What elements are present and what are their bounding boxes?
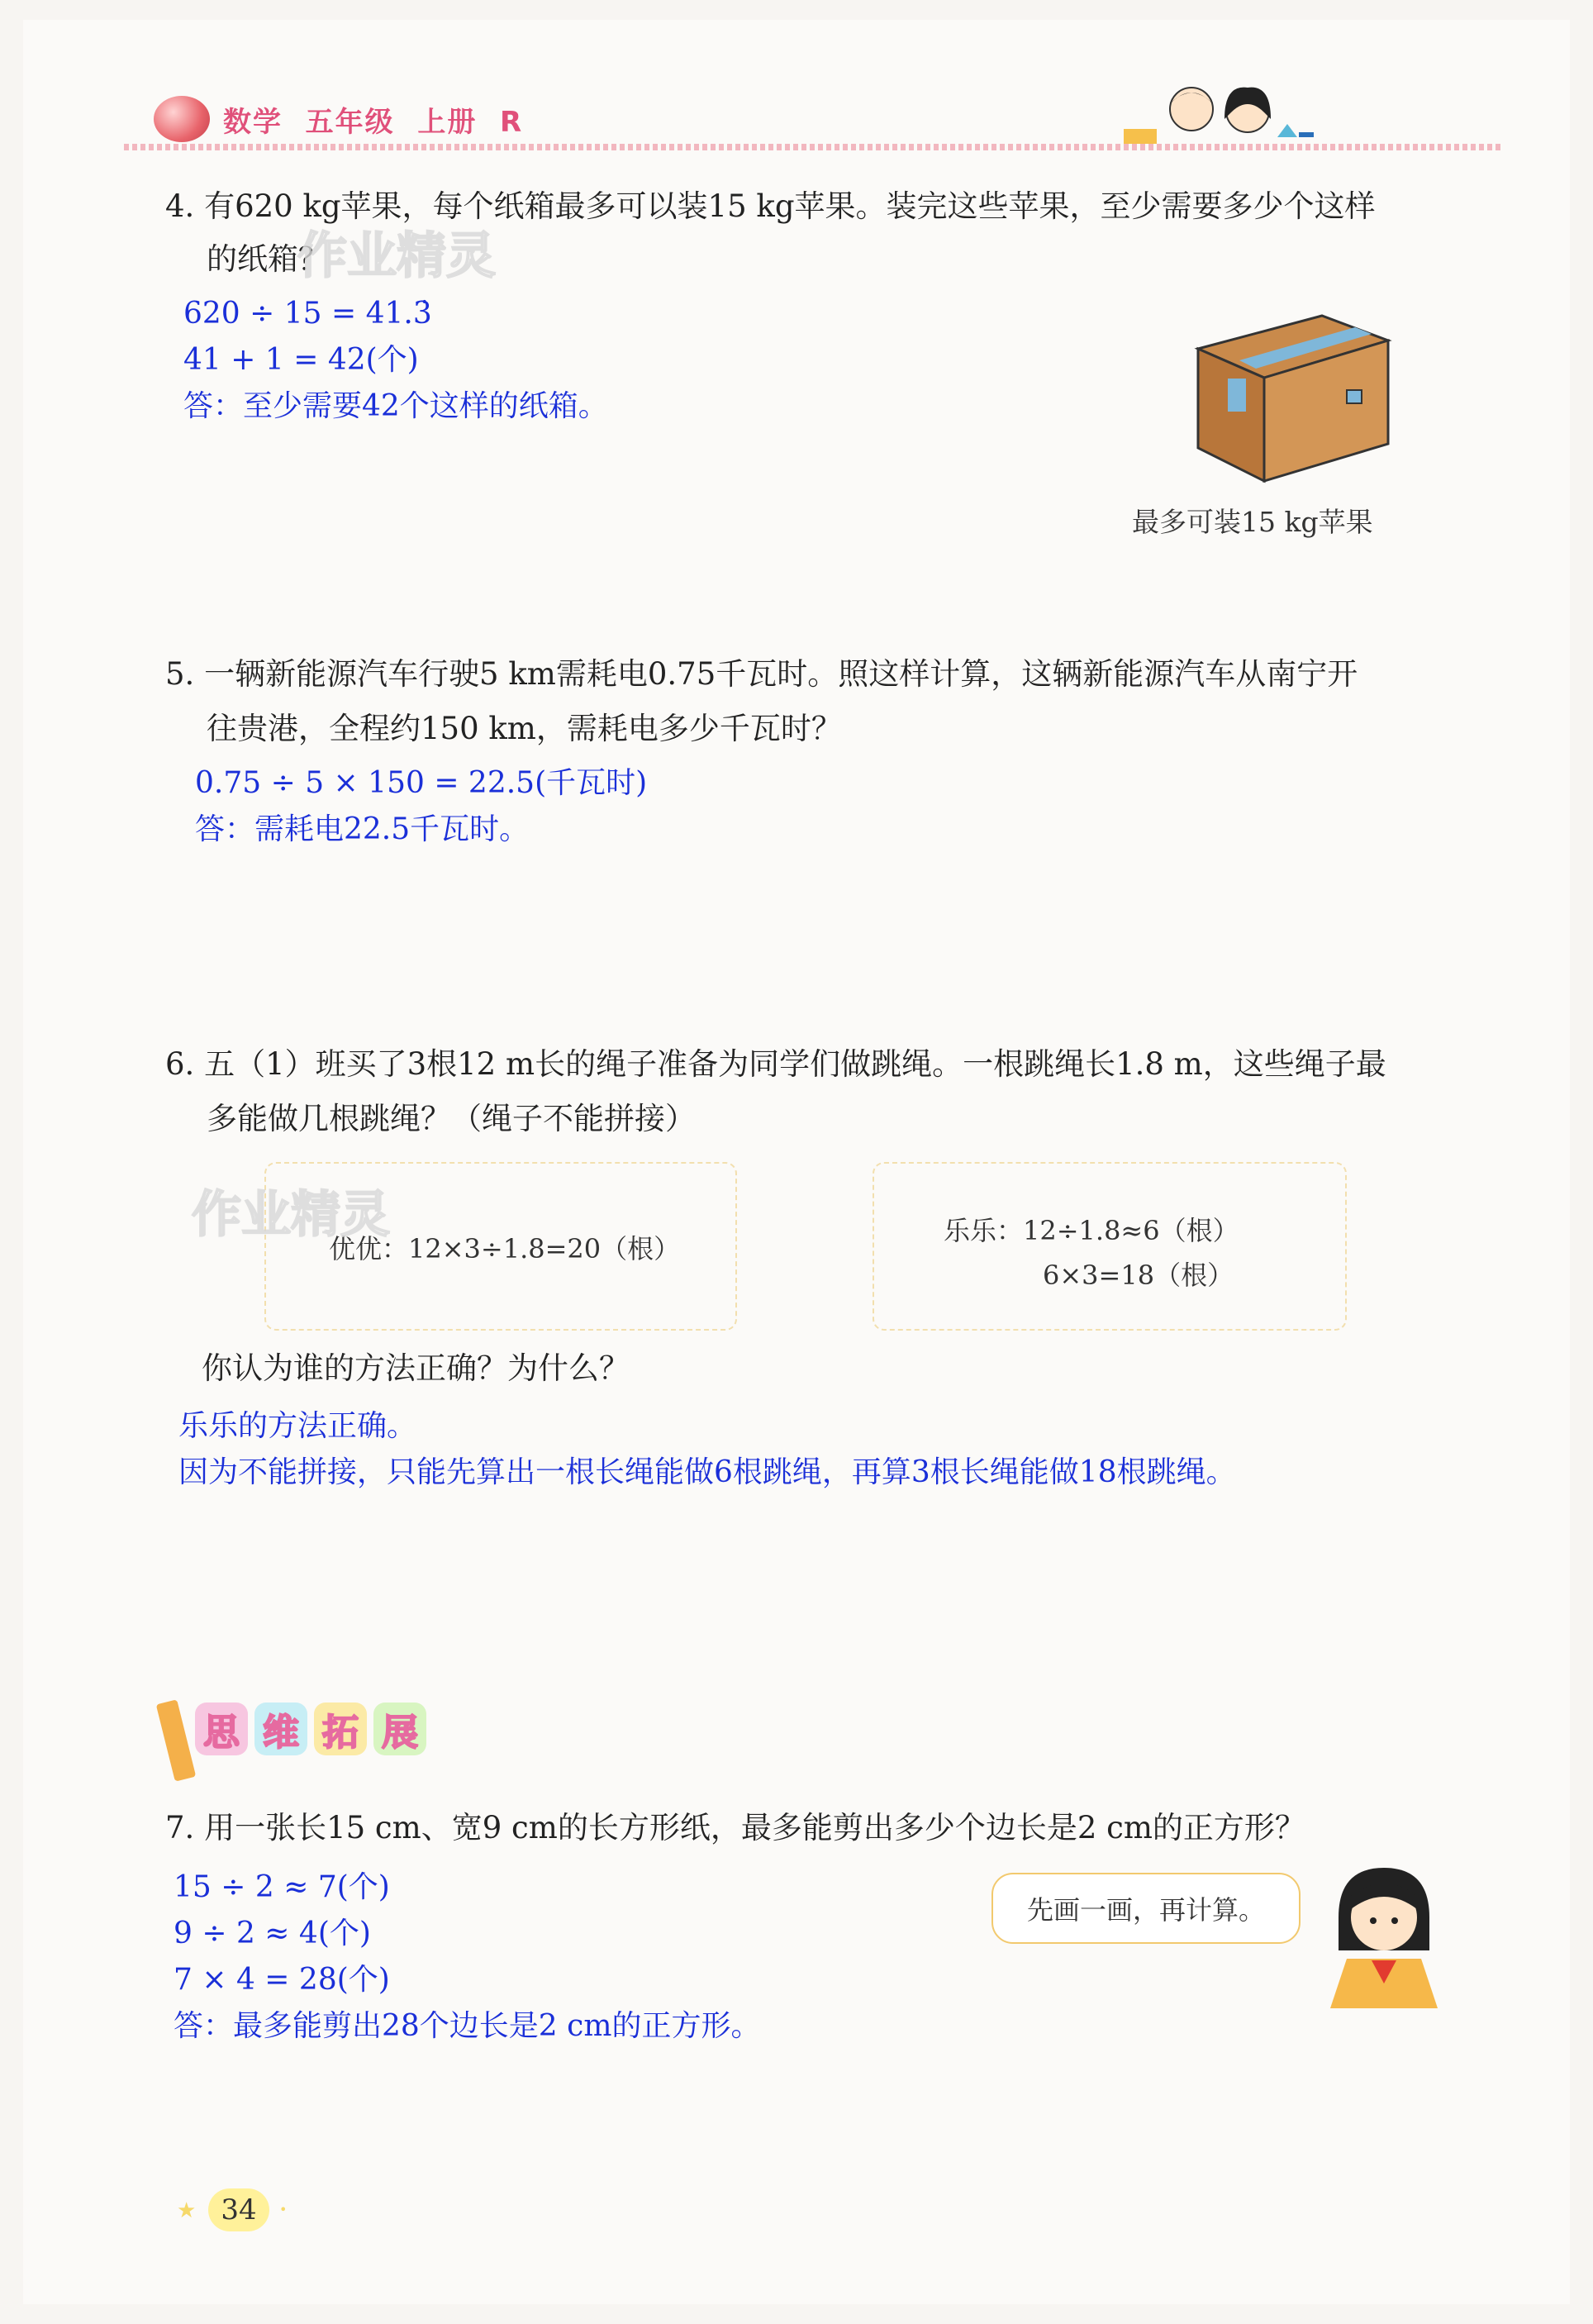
banner-char-1: 思 <box>195 1703 248 1755</box>
q5-answer-line2: 答：需耗电22.5千瓦时。 <box>195 812 530 846</box>
q6-text-line1: 6. 五（1）班买了3根12 m长的绳子准备为同学们做跳绳。一根跳绳长1.8 m，这些绳子最 <box>165 1046 1386 1082</box>
watermark-2: 作业精灵 <box>192 1186 390 1244</box>
hint-speech-bubble: 先画一画，再计算。 <box>991 1873 1301 1944</box>
page-number: 34 <box>208 2188 269 2231</box>
q4-text-line2: 的纸箱？ <box>207 241 329 277</box>
banner-char-3: 拓 <box>314 1703 367 1755</box>
q6-answer-line2: 因为不能拼接，只能先算出一根长绳能做6根跳绳，再算3根长绳能做18根跳绳。 <box>178 1455 1236 1489</box>
q4-text-line1: 4. 有620 kg苹果，每个纸箱最多可以装15 kg苹果。装完这些苹果，至少需要多少个这样 <box>165 188 1376 224</box>
girl-illustration-icon <box>1314 1860 1454 2008</box>
cardboard-box-icon <box>1190 299 1396 489</box>
banner-char-4: 展 <box>373 1703 426 1755</box>
q4-answer-line1: 620 ÷ 15 = 41.3̇ <box>183 297 432 331</box>
q7-answer-line4: 答：最多能剪出28个边长是2 cm的正方形。 <box>174 2009 761 2043</box>
decorative-ball-icon <box>154 96 210 142</box>
thinking-extension-banner <box>165 1696 438 1767</box>
lele-method-line1: 乐乐：12÷1.8≈6（根） <box>944 1215 1239 1246</box>
banner-char-2: 维 <box>254 1703 307 1755</box>
page-header <box>124 89 1504 164</box>
kids-illustration-icon <box>1124 79 1314 150</box>
q6-text-line2: 多能做几根跳绳？（绳子不能拼接） <box>207 1101 696 1136</box>
q6-prompt: 你认为谁的方法正确？为什么？ <box>202 1350 630 1386</box>
q4-box-caption: 最多可装15 kg苹果 <box>1132 506 1373 538</box>
header-title: 数学 五年级 上册 R <box>223 106 524 139</box>
q7-text: 7. 用一张长15 cm、宽9 cm的长方形纸，最多能剪出多少个边长是2 cm的正方形？ <box>165 1810 1305 1845</box>
q7-answer-line3: 7 × 4 = 28(个) <box>174 1963 390 1997</box>
q5-text-line2: 往贵港，全程约150 km，需耗电多少千瓦时？ <box>207 711 842 746</box>
q5-answer-line1: 0.75 ÷ 5 × 150 = 22.5(千瓦时) <box>195 766 648 800</box>
youyou-method: 优优：12×3÷1.8=20（根） <box>329 1233 681 1264</box>
q5-text-line1: 5. 一辆新能源汽车行驶5 km需耗电0.75千瓦时。照这样计算，这辆新能源汽车从南宁开 <box>165 656 1358 692</box>
lele-method-line2: 6×3=18（根） <box>1043 1260 1234 1291</box>
star-icon-small: • <box>279 2202 288 2217</box>
q4-answer-line2: 41 + 1 = 42(个) <box>183 343 419 377</box>
lele-method-box <box>873 1162 1347 1331</box>
watermark: 作业精灵 <box>297 227 496 285</box>
star-icon: ★ <box>177 2198 197 2223</box>
q4-answer-line3: 答：至少需要42个这样的纸箱。 <box>183 389 608 423</box>
q7-answer-line1: 15 ÷ 2 ≈ 7(个) <box>174 1870 390 1904</box>
q7-answer-line2: 9 ÷ 2 ≈ 4(个) <box>174 1917 371 1950</box>
q6-answer-line1: 乐乐的方法正确。 <box>178 1409 417 1443</box>
